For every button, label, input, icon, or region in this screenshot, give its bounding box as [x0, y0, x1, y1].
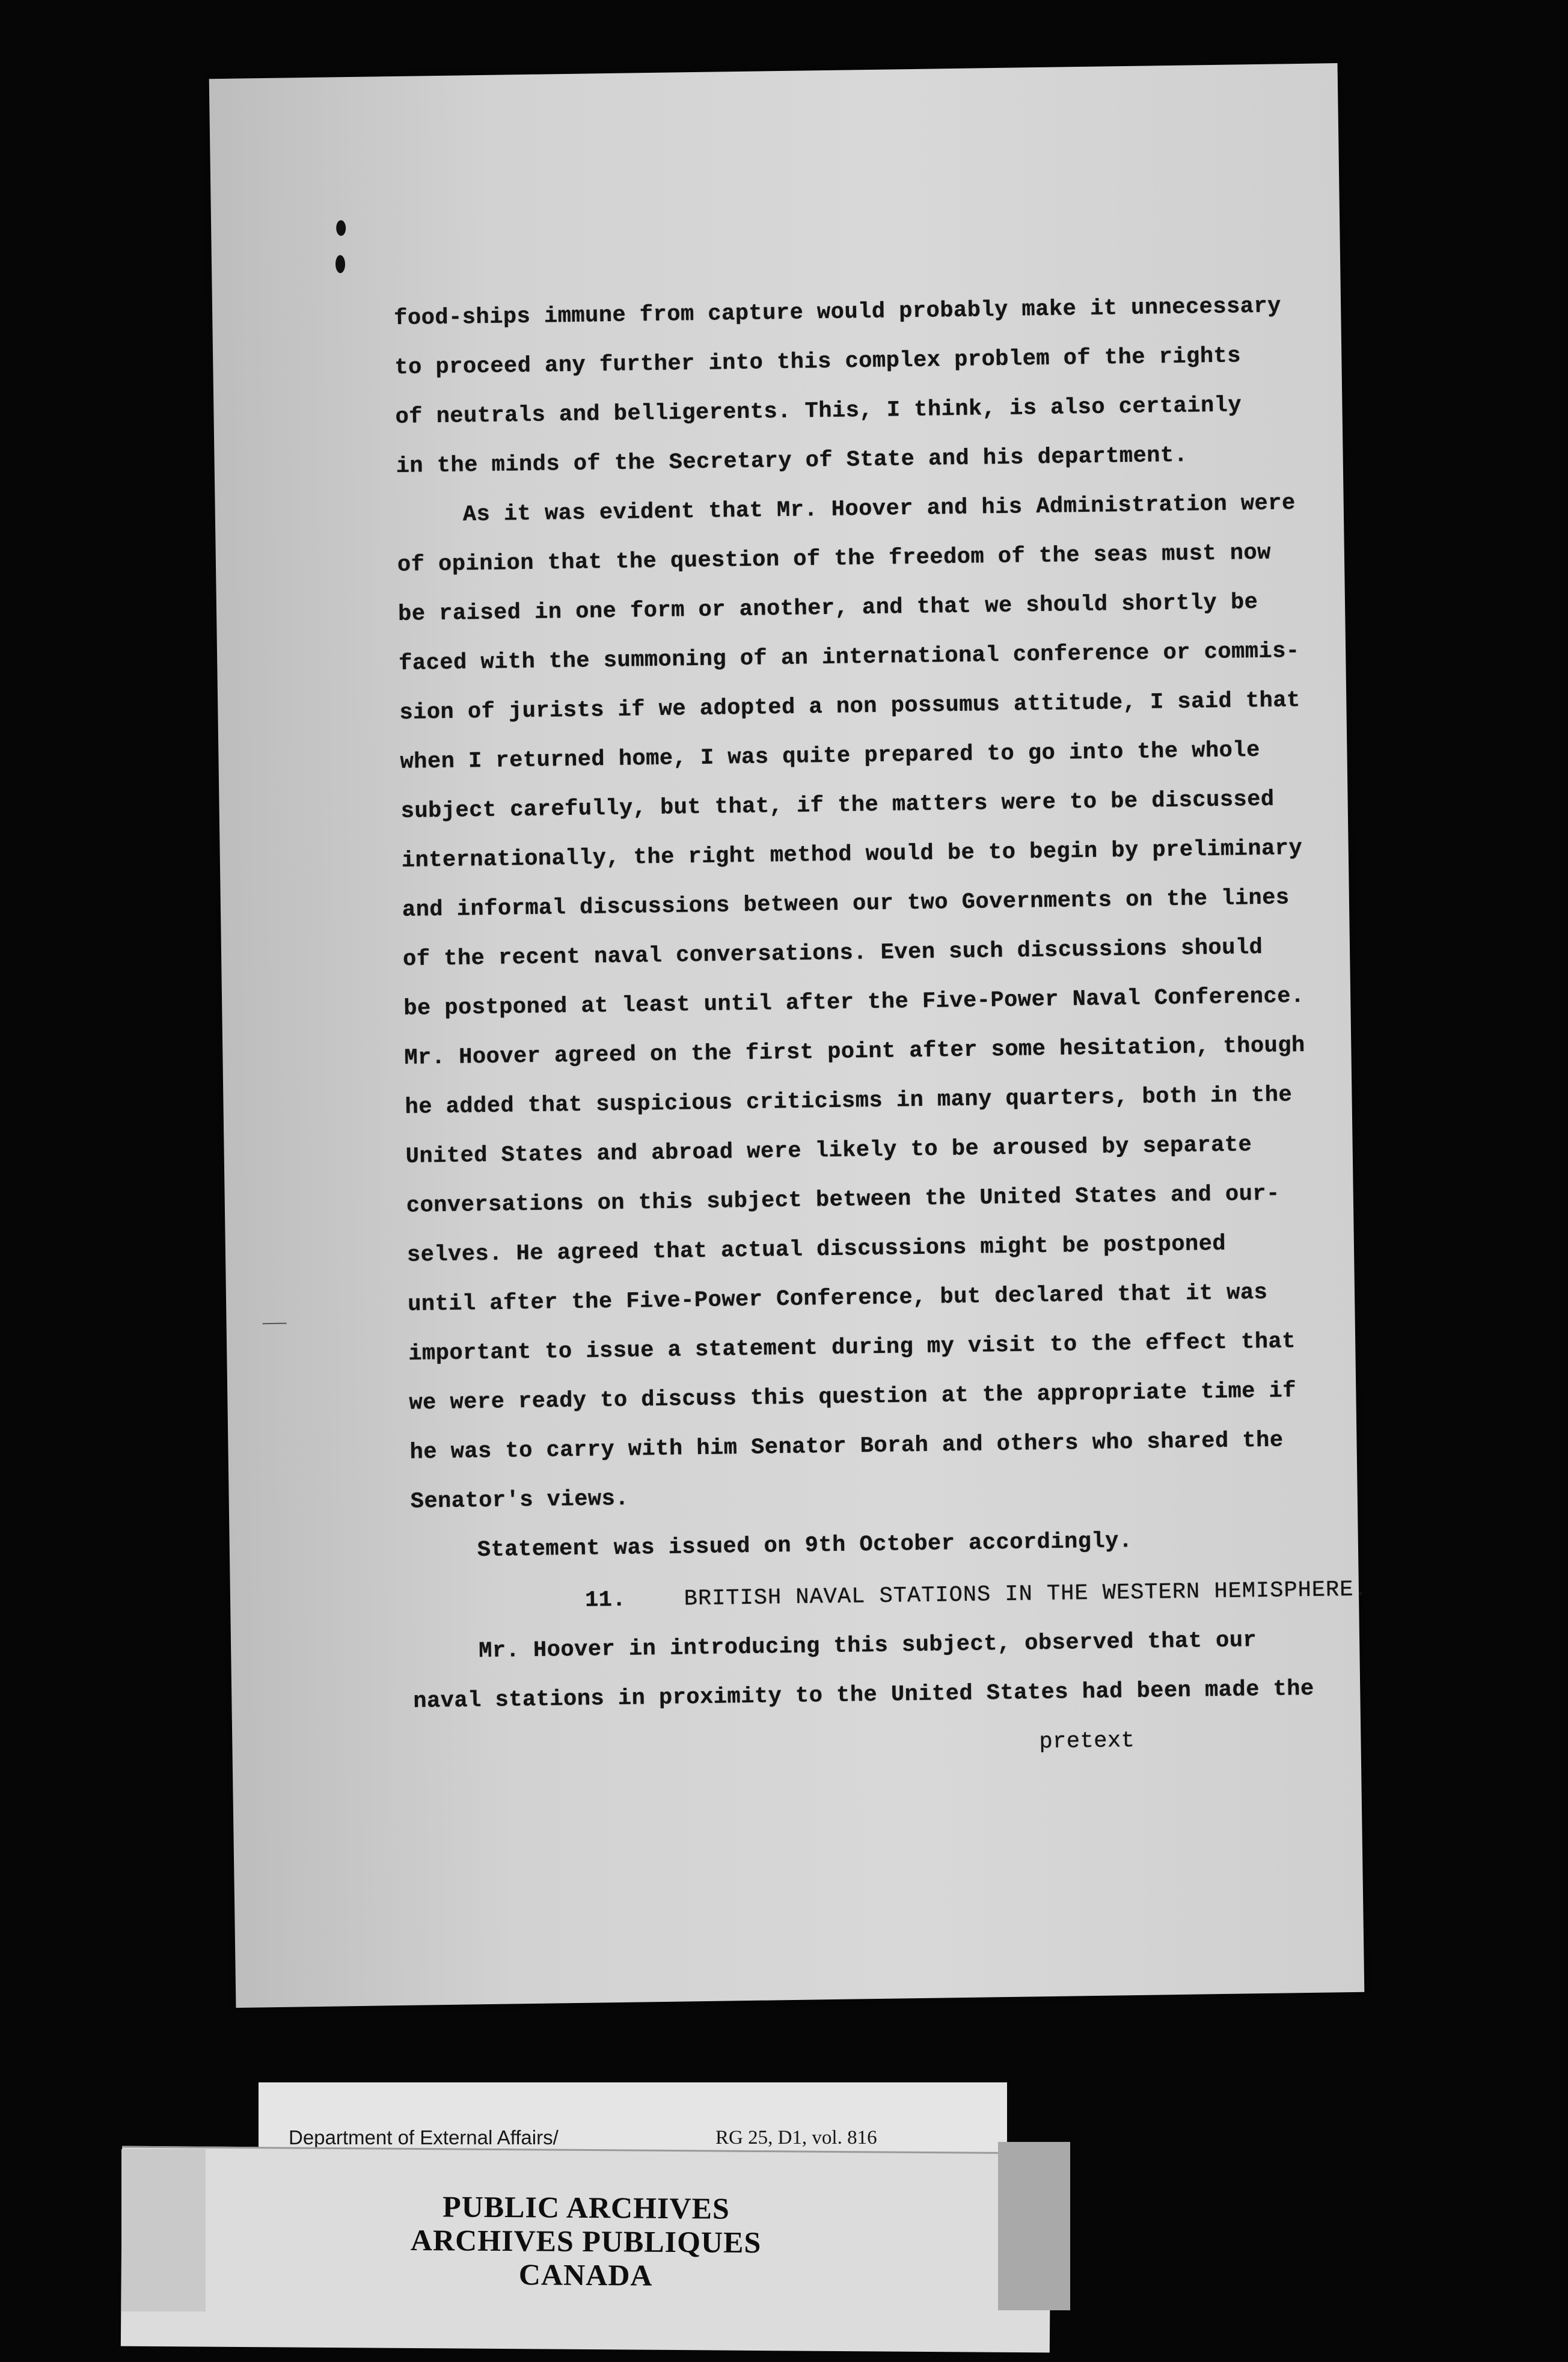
section-title: BRITISH NAVAL STATIONS IN THE WESTERN HEMISPHERE.: [684, 1577, 1368, 1612]
margin-mark: [263, 1323, 287, 1325]
stamp-text: [121, 2188, 1051, 2295]
stamp-line-french: ARCHIVES PUBLIQUES: [410, 2222, 762, 2260]
text-line: when I returned home, I was quite prepared to go into the whole: [400, 737, 1261, 775]
text-line: conversations on this subject between the United States and our-: [406, 1181, 1281, 1219]
text-line: until after the Five-Power Conference, but declared that it was: [407, 1280, 1268, 1318]
section-number: 11.: [584, 1587, 626, 1613]
text-line: important to issue a statement during my visit to the effect that: [408, 1329, 1296, 1367]
card-holder-tab: [121, 2149, 206, 2311]
stamp-line-english: PUBLIC ARCHIVES: [442, 2189, 730, 2225]
text-line: faced with the summoning of an international conference or commis-: [399, 639, 1300, 676]
text-line: of the recent naval conversations. Even such discussions should: [402, 934, 1263, 972]
text-line: Mr. Hoover in introducing this subject, observed that our: [478, 1628, 1257, 1664]
text-line: As it was evident that Mr. Hoover and his Administration were: [462, 491, 1296, 528]
punch-hole-mark: [336, 220, 346, 236]
text-line: be raised in one form or another, and that we should shortly be: [397, 589, 1258, 627]
text-line: in the minds of the Secretary of State and his department.: [396, 443, 1188, 479]
text-line: Senator's views.: [410, 1486, 629, 1515]
text-line: he added that suspicious criticisms in many quarters, both in the: [405, 1082, 1293, 1120]
card-holder-tab: [998, 2142, 1070, 2310]
record-group-reference: RG 25, D1, vol. 816: [715, 2127, 877, 2149]
text-line: selves. He agreed that actual discussions might be postponed: [406, 1231, 1227, 1268]
text-line: he was to carry with him Senator Borah and others who shared the: [409, 1428, 1284, 1465]
text-line: United States and abroad were likely to be aroused by separate: [405, 1132, 1252, 1170]
stamp-line-country: CANADA: [518, 2257, 653, 2292]
text-line: naval stations in proximity to the United States had been made the: [413, 1676, 1315, 1714]
text-line: to proceed any further into this complex problem of the rights: [394, 343, 1242, 381]
text-line: internationally, the right method would be to begin by preliminary: [401, 835, 1303, 874]
catchword: pretext: [1039, 1728, 1135, 1755]
text-line: subject carefully, but that, if the matters were to be discussed: [400, 787, 1275, 824]
text-line: we were ready to discuss this question at the appropriate time if: [409, 1378, 1297, 1416]
punch-hole-mark: [335, 255, 345, 273]
text-line: food-ships immune from capture would probably make it unnecessary: [394, 293, 1282, 332]
text-line: of neutrals and belligerents. This, I think, is also certainly: [395, 393, 1242, 430]
archives-stamp: [121, 2146, 1051, 2353]
text-line: Statement was issued on 9th October accordingly.: [477, 1529, 1133, 1563]
department-english: Department of External Affairs/: [289, 2126, 559, 2149]
text-line: be postponed at least until after the Five-Power Naval Conference.: [403, 983, 1305, 1022]
document-page: [209, 63, 1368, 2008]
text-line: Mr. Hoover agreed on the first point after some hesitation, though: [404, 1032, 1306, 1071]
typed-text-body: [394, 282, 1368, 1775]
text-line: sion of jurists if we adopted a non possumus attitude, I said that: [399, 688, 1301, 726]
text-line: of opinion that the question of the freedom of the seas must now: [397, 540, 1272, 578]
text-line: and informal discussions between our two Governments on the lines: [402, 885, 1290, 923]
